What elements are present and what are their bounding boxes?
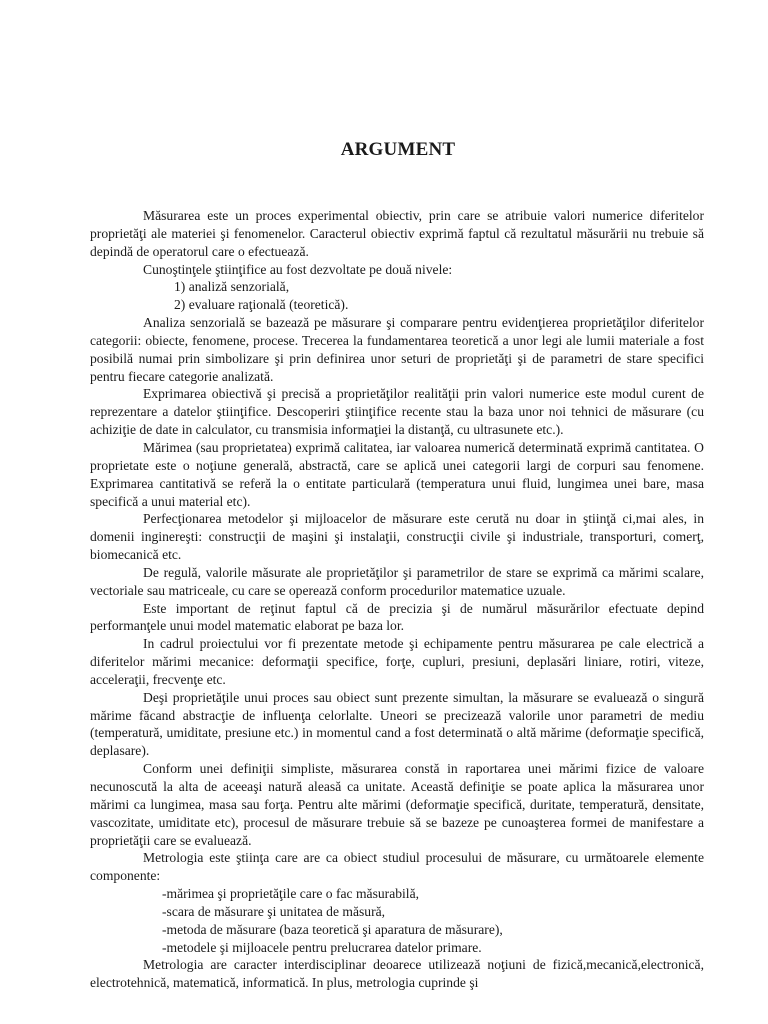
list-item: -metoda de măsurare (baza teoretică şi aparatura de măsurare), [162, 921, 503, 937]
paragraph: Metrologia este ştiinţa care are ca obiect studiul procesului de măsurare, cu următoarele elemente componente: [90, 850, 704, 884]
document-body [90, 207, 704, 992]
paragraph: Metrologia are caracter interdisciplinar deoarece utilizează noţiuni de fizică,mecanică,electronică, electrotehnică, matematică, informatică. In plus, metrologia cuprinde şi [90, 957, 704, 991]
list-item: -mărimea şi proprietăţile care o fac măsurabilă, [162, 886, 420, 902]
list-item: 1) analiză senzorială, [174, 279, 290, 295]
paragraph: Perfecţionarea metodelor şi mijloacelor de măsurare este cerută nu doar in ştiinţă ci,mai ales, in domenii inginereşti: construcţii de maşini şi instalaţii, construcţii civile şi industriale, transporturi, comerţ, biomecanică etc. [90, 511, 704, 563]
paragraph: De regulă, valorile măsurate ale proprietăţilor şi parametrilor de stare se exprimă ca mărimi scalare, vectoriale sau matriceale, cu care se operează conform procedurilor matematice uzuale. [90, 564, 704, 598]
paragraph: Măsurarea este un proces experimental obiectiv, prin care se atribuie valori numerice diferitelor proprietăţi ale materiei şi fenomenelor. Caracterul obiectiv exprimă faptul că rezultatul măsurării nu trebuie să depindă de operatorul care o efectuează. [90, 208, 704, 259]
paragraph: Mărimea (sau proprietatea) exprimă calitatea, iar valoarea numerică determinată exprimă cantitatea. O proprietate este o noţiune generală, abstractă, care se aplică unei categorii largi de corpuri sau fenomene. Exprimarea cantitativă se referă la o entitate particulară (temperatura unui fluid, lungimea unei bare, masa specifică a unui material etc). [90, 439, 704, 509]
document-title: ARGUMENT [340, 139, 456, 160]
paragraph: Este important de reţinut faptul că de precizia şi de numărul măsurărilor efectuate depind performanţele unui model matematic elaborat pe baza lor. [90, 600, 704, 634]
list-item: -scara de măsurare şi unitatea de măsură, [162, 903, 386, 919]
paragraph: Exprimarea obiectivă şi precisă a proprietăţilor realităţii prin valori numerice este modul curent de reprezentare a datelor ştiinţifice. Descoperiri ştiinţifice recente stau la baza unor noi tehnici de măsurare (cu achiziţie de date in calculator, cu transmisia informaţiei la distanţă, cu ultrasunete etc.). [90, 386, 704, 438]
list-item: -metodele şi mijloacele pentru prelucrarea datelor primare. [162, 939, 482, 955]
paragraph: Conform unei definiţii simpliste, măsurarea constă in raportarea unei mărimi fizice de valoare necunoscută la alta de aceeaşi natură aleasă ca unitate. Această definiţie se poate aplica la măsurarea unor mărimi ca lungimea, masa sau forţa. Pentru alte mărimi (deformaţie specifică, duritate, temperatură, densitate, vascozitate, umiditate etc), procesul de măsurare trebuie să se bazeze pe cunoaşterea formei de manifestare a proprietăţii care se evaluează. [90, 761, 704, 848]
paragraph: In cadrul proiectului vor fi prezentate metode şi echipamente pentru măsurarea pe cale electrică a diferitelor mărimi mecanice: deformaţii specifice, forţe, cupluri, presiuni, deplasări liniare, rotiri, viteze, acceleraţii, frecvenţe etc. [90, 636, 704, 687]
paragraph: Deşi proprietăţile unui proces sau obiect sunt prezente simultan, la măsurare se evaluează o singură mărime făcand abstracţie de influenţa celorlalte. Uneori se precizează valorile unor parametri de mediu (temperatură, umiditate, presiune etc.) in momentul cand a fost determinată o altă mărime (deformaţie specifică, deplasare). [90, 689, 704, 759]
paragraph: Analiza senzorială se bazează pe măsurare şi comparare pentru evidenţierea proprietăţilor diferitelor categorii: obiecte, fenomene, procese. Trecerea la fundamentarea teoretică a unor legi ale lumii materiale a fost posibilă numai prin simbolizare şi prin definirea unor seturi de proprietăţi şi de parametri de stare specifici pentru fiecare categorie analizată. [90, 315, 704, 384]
list-item: 2) evaluare raţională (teoretică). [174, 297, 349, 313]
paragraph: Cunoştinţele ştiinţifice au fost dezvoltate pe două nivele: [143, 261, 453, 277]
